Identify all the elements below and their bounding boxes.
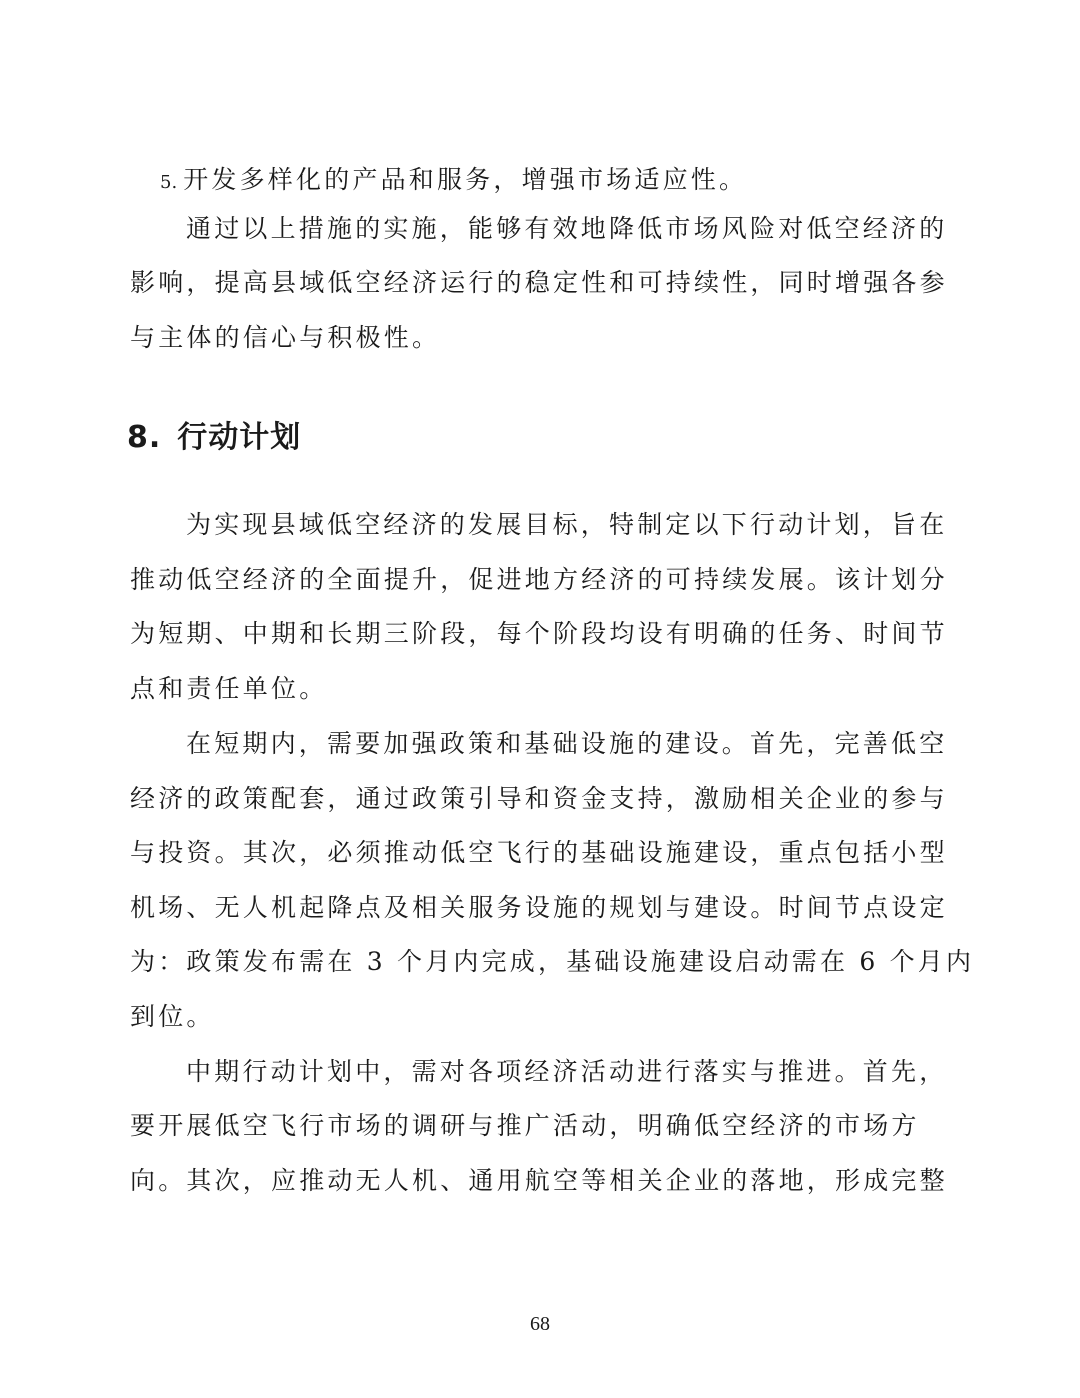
paragraph-4-line-3: 向。其次，应推动无人机、通用航空等相关企业的落地，形成完整 [130,1166,948,1195]
paragraph-3-line-6: 到位。 [130,1002,215,1031]
paragraph-3-line-4: 机场、无人机起降点及相关服务设施的规划与建设。时间节点设定 [130,893,948,922]
paragraph-2-line-3: 为短期、中期和长期三阶段，每个阶段均设有明确的任务、时间节 [130,619,948,648]
paragraph-1-line-3: 与主体的信心与积极性。 [130,323,441,352]
paragraph-1-line-1: 通过以上措施的实施，能够有效地降低市场风险对低空经济的 [186,214,948,243]
paragraph-4-line-2: 要开展低空飞行市场的调研与推广活动，明确低空经济的市场方 [130,1111,920,1140]
paragraph-3-line-3: 与投资。其次，必须推动低空飞行的基础设施建设，重点包括小型 [130,838,948,867]
list-item-5 [160,163,980,200]
paragraph-4-line-1: 中期行动计划中，需对各项经济活动进行落实与推进。首先， [186,1057,948,1086]
paragraph-3-line-1: 在短期内，需要加强政策和基础设施的建设。首先，完善低空 [186,729,948,758]
paragraph-2-line-1: 为实现县域低空经济的发展目标，特制定以下行动计划，旨在 [186,510,948,539]
paragraph-2-line-2: 推动低空经济的全面提升，促进地方经济的可持续发展。该计划分 [130,565,948,594]
paragraph-3-line-2: 经济的政策配套，通过政策引导和资金支持，激励相关企业的参与 [130,784,948,813]
page-number: 68 [530,1313,550,1335]
list-item-text: 开发多样化的产品和服务，增强市场适应性。 [183,165,748,194]
section-number: 8. [127,420,162,455]
list-item-number: 5. [160,172,178,193]
paragraph-1-line-2: 影响，提高县域低空经济运行的稳定性和可持续性，同时增强各参 [130,268,948,297]
section-heading [127,418,301,458]
section-title: 行动计划 [177,420,302,455]
paragraph-3-line-5: 为：政策发布需在 3 个月内完成，基础设施建设启动需在 6 个月内 [130,947,975,976]
paragraph-2-line-4: 点和责任单位。 [130,674,328,703]
